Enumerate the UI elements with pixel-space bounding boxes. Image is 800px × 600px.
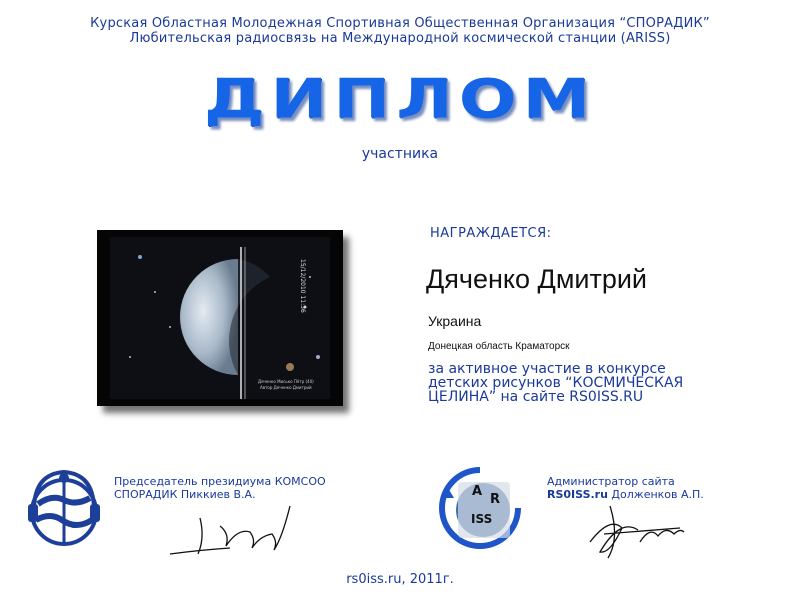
site-name: RS0ISS.ru <box>547 488 608 501</box>
photo-caption-2: Автор Дяченко Дмитрий <box>260 385 312 390</box>
footer-text: rs0iss.ru, 2011г. <box>346 572 454 587</box>
ariss-logo <box>438 466 522 550</box>
left-signatory-name: СПОРАДИК Пиккиев В.А. <box>114 488 256 501</box>
reason-line-3: ЦЕЛИНА” на сайте RS0ISS.RU <box>428 389 644 405</box>
left-signatory-title: Председатель президиума КОМСОО <box>114 475 326 488</box>
diploma-title: ДИПЛОМ <box>203 68 597 132</box>
diploma-subtitle: участника <box>361 146 439 162</box>
ariss-logo-a: A <box>472 484 483 499</box>
recipient-region: Донецкая область Краматорск <box>428 341 570 352</box>
recipient-name: Дяченко Дмитрий <box>426 264 648 294</box>
ariss-logo-r: R <box>490 492 501 507</box>
admin-name: Долженков А.П. <box>607 488 704 501</box>
right-signature <box>580 498 690 564</box>
recipient-country: Украина <box>428 313 482 329</box>
left-signature <box>160 498 300 564</box>
drawing-photo <box>97 230 343 406</box>
sporadik-globe-logo <box>24 464 104 550</box>
right-signatory-title: Администратор сайта <box>547 475 675 488</box>
reason-line-2: детских рисунков “КОСМИЧЕСКАЯ <box>428 375 684 391</box>
photo-date-stamp: 15/12/2010 11:36 <box>299 259 306 313</box>
drawing-image <box>110 237 330 399</box>
header-line-1: Курская Областная Молодежная Спортивная Общественная Организация “СПОРАДИК” <box>90 16 710 31</box>
photo-caption-1: Дяченко Мисько Пётр (40) <box>258 379 314 384</box>
awarded-label: НАГРАЖДАЕТСЯ: <box>430 226 552 241</box>
reason-line-1: за активное участие в конкурсе <box>428 361 666 377</box>
ariss-logo-iss: ISS <box>471 512 493 526</box>
planet-drawing <box>110 237 330 399</box>
header-line-2: Любительская радиосвязь на Международной космической станции (ARISS) <box>129 31 671 46</box>
